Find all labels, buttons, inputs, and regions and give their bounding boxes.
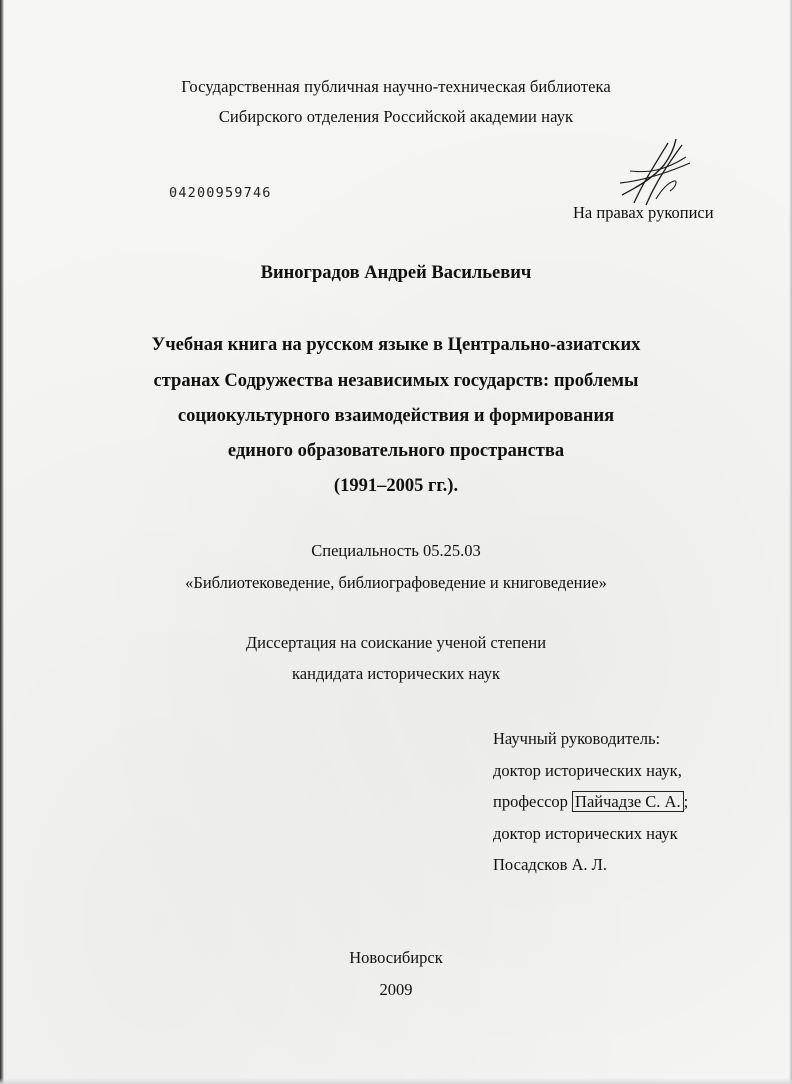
supervisor-line-2 — [493, 791, 688, 812]
title-line-1: Учебная книга на русском языке в Центрально-азиатских — [151, 335, 641, 355]
specialty-code: Специальность 05.25.03 — [311, 541, 481, 560]
supervisor-name-boxed: Пайчадзе С. А. — [572, 791, 684, 812]
year: 2009 — [379, 980, 413, 999]
supervisor-label: Научный руководитель: — [493, 729, 661, 748]
manuscript-note: На правах рукописи — [573, 203, 714, 222]
library-name-line1: Государственная публичная научно-техническая библиотека — [181, 77, 611, 96]
inventory-number: 04200959746 — [169, 185, 272, 201]
signature-icon — [612, 135, 696, 213]
supervisor-line-3: доктор исторических наук — [493, 824, 678, 843]
author-name: Виноградов Андрей Васильевич — [260, 263, 532, 283]
supervisor-separator: ; — [683, 792, 689, 811]
title-line-4: единого образовательного пространства — [227, 441, 565, 461]
title-line-2: странах Содружества независимых государств: проблемы — [153, 371, 639, 391]
specialty-name: «Библиотековедение, библиографоведение и книговедение» — [185, 573, 607, 592]
title-line-5: (1991–2005 гг.). — [333, 476, 459, 496]
supervisor-line-1: доктор исторических наук, — [493, 761, 682, 780]
scan-edge-bottom — [0, 1078, 792, 1084]
supervisor-title: профессор — [493, 792, 568, 811]
dissertation-line-2: кандидата исторических наук — [292, 664, 500, 683]
library-name-line2: Сибирского отделения Российской академии наук — [218, 107, 574, 126]
supervisor-line-4: Посадсков А. Л. — [493, 855, 607, 874]
city: Новосибирск — [349, 948, 443, 967]
title-line-3: социокультурного взаимодействия и формирования — [177, 406, 615, 426]
dissertation-line-1: Диссертация на соискание ученой степени — [245, 633, 547, 652]
